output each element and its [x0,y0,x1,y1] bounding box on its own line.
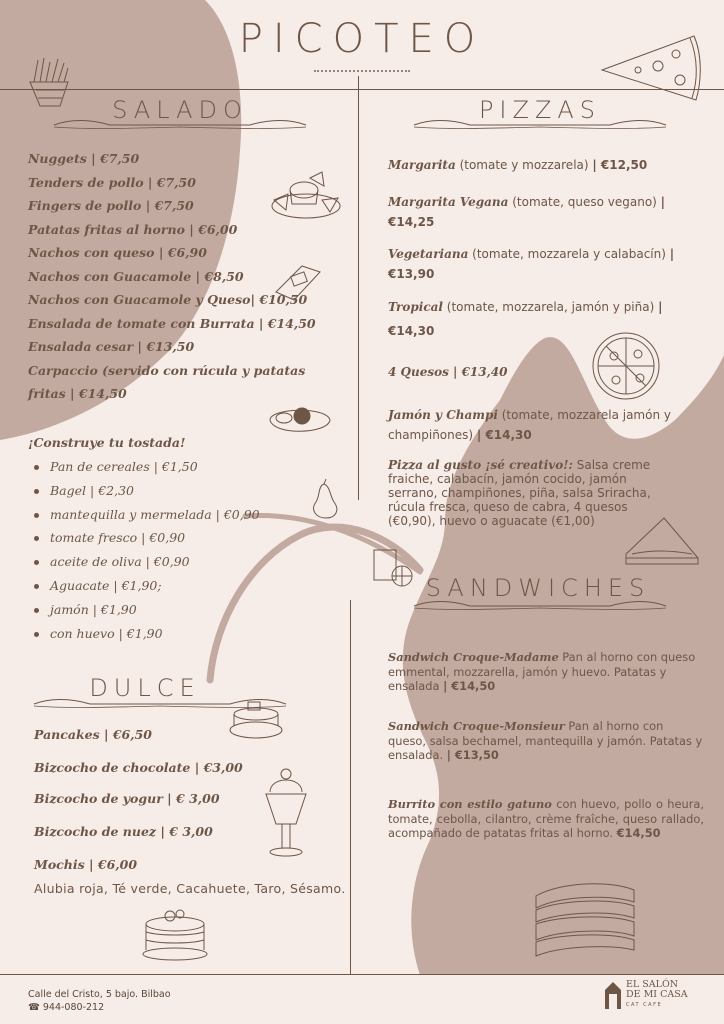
tostada-list [28,455,328,645]
sandwich-item [388,797,704,841]
phone-row [28,1001,171,1014]
item-desc: (tomate, mozzarela jamón y champiñones) [388,408,671,442]
list-item: Pancakes | €6,50 [34,727,153,742]
item-desc: con huevo, pollo o heura, tomate, cebolla, cilantro, crème fraîche, queso rallado, acompañado de patatas fritas al horno. [388,797,705,841]
house-icon [604,980,622,1010]
list-item: Carpaccio (servido con rúcula y patatas [28,362,306,378]
item-price: | €13,90 [388,247,675,281]
item-desc: (tomate, queso vegano) [508,195,661,209]
list-item: fritas | €14,50 [28,386,127,401]
phone-number: 944-080-212 [42,1002,105,1013]
logo-subtitle: CAT CAFE [626,1002,663,1008]
list-item: con huevo | €1,90 [28,622,328,646]
pancake-stack-icon [140,906,210,962]
item-name: Margarita Vegana [388,195,509,209]
section-title-pizzas: PIZZAS [478,96,602,124]
mochis-description: Alubia roja, Té verde, Cacahuete, Taro, Sésamo. [34,881,346,896]
sandwich-item [388,719,704,763]
logo-text [626,980,688,1000]
item-name: 4 Quesos | €13,40 [388,365,508,379]
item-price: | €13,50 [446,748,499,763]
section-title-salado: SALADO [112,96,248,124]
list-item: aceite de oliva | €0,90 [28,550,328,574]
list-item: tomate fresco | €0,90 [28,526,328,550]
item-price: | €12,50 [592,158,648,172]
sandwiches-list [388,0,704,860]
item-name: Burrito con estilo gatuno [388,797,552,811]
logo-line-2: DE MI CASA [626,989,688,1000]
list-item: Nuggets | €7,50 [28,151,140,166]
footer-address-block [28,988,171,1014]
item-name: Sandwich Croque-Madame [388,650,559,664]
item-desc: Pan al horno con queso emmental, mozzarella, jamón y huevo. Patatas y ensalada [388,650,696,694]
tostada-title: ¡Construye tu tostada! [28,435,186,450]
sundae-icon [260,762,312,860]
page-title: PICOTEO [238,16,486,62]
item-price: €14,50 [616,826,661,841]
item-price: | €14,30 [388,300,663,338]
list-item: Bizcocho de chocolate | €3,00 [34,760,243,775]
list-item: Bizcocho de nuez | € 3,00 [34,824,213,839]
section-title-dulce: DULCE [89,674,201,702]
list-item: Bizcocho de yogur | € 3,00 [34,791,220,806]
logo [604,978,704,1014]
item-name: Pizza al gusto ¡sé creativo!: [388,458,573,472]
list-item: Aguacate | €1,90; [28,574,328,598]
item-name: Tropical [388,300,443,314]
column-divider-bottom [350,600,351,974]
list-item: jamón | €1,90 [28,598,328,622]
item-desc: (tomate, mozzarela y calabacín) [468,247,670,261]
sandwich-item [388,650,704,694]
column-divider-top [358,76,359,500]
list-item: Ensalada cesar | €13,50 [28,339,195,354]
club-sandwich-icon [530,876,640,960]
salado-flourish [50,115,310,131]
list-item: Nachos con Guacamole y Queso| €10,50 [28,292,308,307]
list-item: Ensalada de tomate con Burrata | €14,50 [28,315,316,331]
address-text: Calle del Cristo, 5 bajo. Bilbao [28,989,171,1000]
list-item: Fingers de pollo | €7,50 [28,198,194,213]
list-item: Tenders de pollo | €7,50 [28,174,196,190]
logo-line-1: EL SALÓN [626,979,679,990]
list-item: Mochis | €6,00 [34,857,138,872]
item-name: Jamón y Champi [388,408,498,422]
phone-icon: ☎ [28,1002,40,1013]
list-item: Nachos con Guacamole | €8,50 [28,268,244,284]
salado-list [28,147,348,406]
item-desc: (tomate, mozzarela, jamón y piña) [442,300,659,314]
list-item: Pan de cereales | €1,50 [28,455,328,479]
section-title-sandwiches: SANDWICHES [425,574,651,602]
item-desc: Pan al horno con queso, salsa bechamel, mantequilla y jamón. Patatas y ensalada. [388,719,703,763]
item-price: | €14,30 [476,428,532,442]
list-item: Patatas fritas al horno | €6,00 [28,221,238,237]
list-item: Bagel | €2,30 [28,479,328,503]
list-item: mantequilla y mermelada | €0,90 [28,503,328,527]
item-price: | €14,25 [388,195,666,229]
avocado-toast-icon [266,400,334,442]
item-desc: Salsa creme fraiche, calabacín, jamón cocido, jamón serrano, champiñones, piña, salsa Sriracha, rúcula fresca, queso de cabra, 4 quesos (€0,90), huevo o aguacate (€1,00) [388,458,651,528]
item-price: | €14,50 [443,679,496,694]
list-item: Nachos con queso | €6,90 [28,245,207,260]
dulce-flourish [30,694,290,710]
footer-line [0,974,724,975]
item-desc: (tomate y mozzarela) [455,158,593,172]
item-name: Margarita [388,158,456,172]
item-name: Sandwich Croque-Monsieur [388,719,565,733]
item-name: Vegetariana [388,247,469,261]
